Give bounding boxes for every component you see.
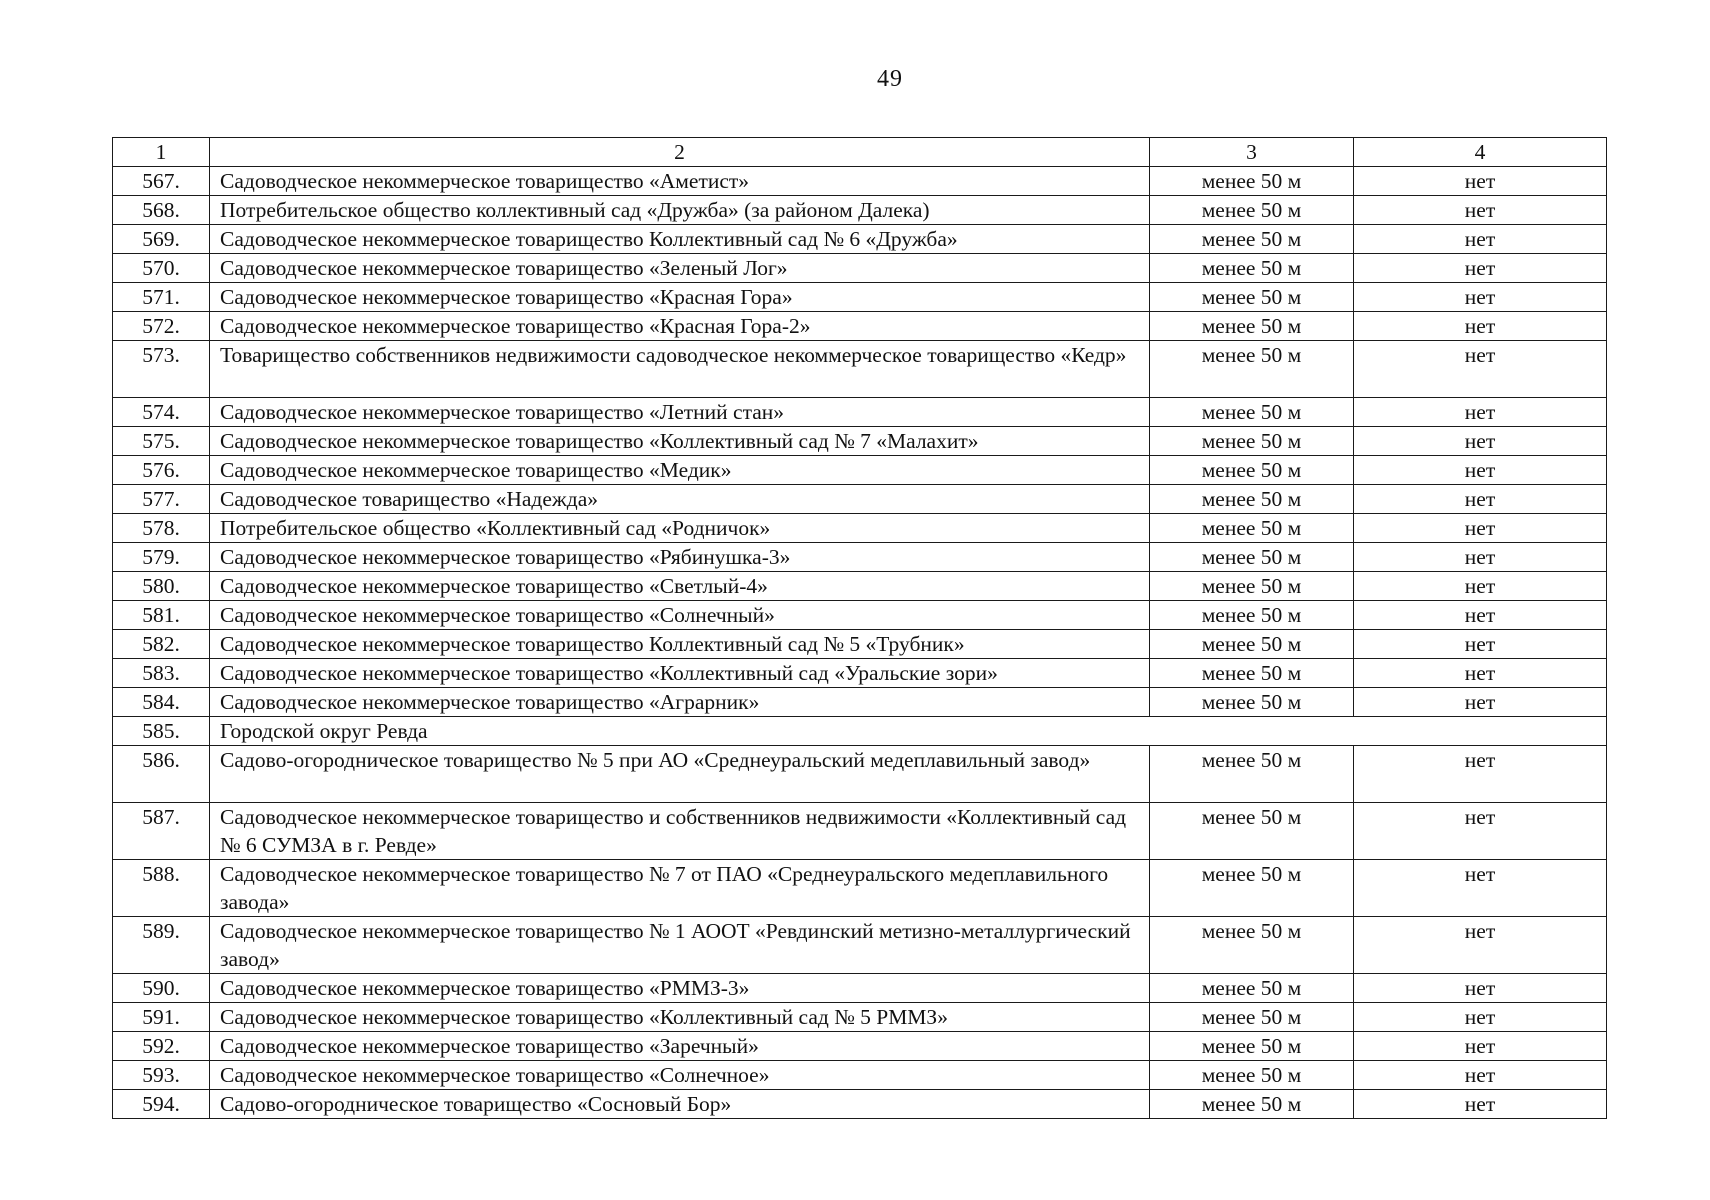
table-row: [113, 746, 1607, 803]
row-number: 585.: [113, 717, 210, 746]
organization-name: Садоводческое некоммерческое товарищество Коллективный сад № 5 «Трубник»: [210, 630, 1150, 659]
table-row: [113, 514, 1607, 543]
organizations-table: [112, 137, 1607, 1119]
row-number: 572.: [113, 312, 210, 341]
section-row: [113, 717, 1607, 746]
header-cell-2: 2: [210, 138, 1150, 167]
table-row: [113, 1032, 1607, 1061]
table-row: [113, 860, 1607, 917]
table-row: [113, 427, 1607, 456]
organization-name: Садоводческое некоммерческое товарищество «Красная Гора»: [210, 283, 1150, 312]
flag-cell: нет: [1354, 283, 1607, 312]
flag-cell: нет: [1354, 630, 1607, 659]
organization-name: Садоводческое некоммерческое товарищество Коллективный сад № 6 «Дружба»: [210, 225, 1150, 254]
organization-name: Садоводческое некоммерческое товарищество «Коллективный сад № 7 «Малахит»: [210, 427, 1150, 456]
row-number: 594.: [113, 1090, 210, 1119]
flag-cell: нет: [1354, 312, 1607, 341]
table-row: [113, 659, 1607, 688]
table-row: [113, 601, 1607, 630]
section-title: Городской округ Ревда: [210, 717, 1607, 746]
distance-cell: менее 50 м: [1150, 601, 1354, 630]
row-number: 570.: [113, 254, 210, 283]
table-row: [113, 196, 1607, 225]
table-row: [113, 803, 1607, 860]
organization-name: Товарищество собственников недвижимости садоводческое некоммерческое товарищество «Кедр»: [210, 341, 1150, 398]
row-number: 567.: [113, 167, 210, 196]
flag-cell: нет: [1354, 167, 1607, 196]
row-number: 575.: [113, 427, 210, 456]
row-number: 591.: [113, 1003, 210, 1032]
distance-cell: менее 50 м: [1150, 1032, 1354, 1061]
flag-cell: нет: [1354, 196, 1607, 225]
header-cell-3: 3: [1150, 138, 1354, 167]
distance-cell: менее 50 м: [1150, 746, 1354, 803]
flag-cell: нет: [1354, 1061, 1607, 1090]
distance-cell: менее 50 м: [1150, 341, 1354, 398]
row-number: 589.: [113, 917, 210, 974]
distance-cell: менее 50 м: [1150, 659, 1354, 688]
table-row: [113, 1003, 1607, 1032]
row-number: 592.: [113, 1032, 210, 1061]
distance-cell: менее 50 м: [1150, 1090, 1354, 1119]
table-row: [113, 1090, 1607, 1119]
distance-cell: менее 50 м: [1150, 630, 1354, 659]
row-number: 593.: [113, 1061, 210, 1090]
distance-cell: менее 50 м: [1150, 803, 1354, 860]
table-row: [113, 283, 1607, 312]
flag-cell: нет: [1354, 514, 1607, 543]
table-row: [113, 167, 1607, 196]
flag-cell: нет: [1354, 803, 1607, 860]
organization-name: Садоводческое некоммерческое товарищество «Зеленый Лог»: [210, 254, 1150, 283]
distance-cell: менее 50 м: [1150, 225, 1354, 254]
header-cell-1: 1: [113, 138, 210, 167]
distance-cell: менее 50 м: [1150, 456, 1354, 485]
distance-cell: менее 50 м: [1150, 514, 1354, 543]
table-row: [113, 456, 1607, 485]
organization-name: Садоводческое некоммерческое товарищество № 1 АООТ «Ревдинский метизно-металлургический завод»: [210, 917, 1150, 974]
row-number: 574.: [113, 398, 210, 427]
organization-name: Садоводческое некоммерческое товарищество «Летний стан»: [210, 398, 1150, 427]
distance-cell: менее 50 м: [1150, 1003, 1354, 1032]
flag-cell: нет: [1354, 572, 1607, 601]
flag-cell: нет: [1354, 341, 1607, 398]
distance-cell: менее 50 м: [1150, 167, 1354, 196]
organization-name: Садоводческое некоммерческое товарищество и собственников недвижимости «Коллективный сад № 6 СУМЗА в г. Ревде»: [210, 803, 1150, 860]
distance-cell: менее 50 м: [1150, 917, 1354, 974]
distance-cell: менее 50 м: [1150, 860, 1354, 917]
header-cell-4: 4: [1354, 138, 1607, 167]
organization-name: Садоводческое некоммерческое товарищество «Коллективный сад № 5 РММЗ»: [210, 1003, 1150, 1032]
organization-name: Садово-огородническое товарищество «Сосновый Бор»: [210, 1090, 1150, 1119]
table-row: [113, 485, 1607, 514]
table-row: [113, 630, 1607, 659]
distance-cell: менее 50 м: [1150, 283, 1354, 312]
row-number: 568.: [113, 196, 210, 225]
flag-cell: нет: [1354, 427, 1607, 456]
row-number: 584.: [113, 688, 210, 717]
table-row: [113, 341, 1607, 398]
distance-cell: менее 50 м: [1150, 196, 1354, 225]
row-number: 581.: [113, 601, 210, 630]
organization-name: Садоводческое некоммерческое товарищество «Солнечное»: [210, 1061, 1150, 1090]
organization-name: Садоводческое некоммерческое товарищество № 7 от ПАО «Среднеуральского медеплавильного завода»: [210, 860, 1150, 917]
distance-cell: менее 50 м: [1150, 427, 1354, 456]
distance-cell: менее 50 м: [1150, 688, 1354, 717]
table-row: [113, 572, 1607, 601]
distance-cell: менее 50 м: [1150, 974, 1354, 1003]
organization-name: Садоводческое некоммерческое товарищество «Красная Гора-2»: [210, 312, 1150, 341]
distance-cell: менее 50 м: [1150, 543, 1354, 572]
row-number: 580.: [113, 572, 210, 601]
table-body: [113, 138, 1607, 1119]
distance-cell: менее 50 м: [1150, 485, 1354, 514]
distance-cell: менее 50 м: [1150, 254, 1354, 283]
distance-cell: менее 50 м: [1150, 1061, 1354, 1090]
organization-name: Садоводческое некоммерческое товарищество «Солнечный»: [210, 601, 1150, 630]
table-row: [113, 254, 1607, 283]
row-number: 579.: [113, 543, 210, 572]
row-number: 569.: [113, 225, 210, 254]
row-number: 587.: [113, 803, 210, 860]
organization-name: Садоводческое некоммерческое товарищество «Светлый-4»: [210, 572, 1150, 601]
table-row: [113, 974, 1607, 1003]
organization-name: Садоводческое некоммерческое товарищество «Коллективный сад «Уральские зори»: [210, 659, 1150, 688]
organization-name: Потребительское общество «Коллективный сад «Родничок»: [210, 514, 1150, 543]
flag-cell: нет: [1354, 601, 1607, 630]
table-header-row: [113, 138, 1607, 167]
row-number: 582.: [113, 630, 210, 659]
flag-cell: нет: [1354, 1090, 1607, 1119]
table-row: [113, 312, 1607, 341]
flag-cell: нет: [1354, 860, 1607, 917]
table-row: [113, 398, 1607, 427]
row-number: 571.: [113, 283, 210, 312]
flag-cell: нет: [1354, 1032, 1607, 1061]
organization-name: Садоводческое некоммерческое товарищество «Аметист»: [210, 167, 1150, 196]
row-number: 586.: [113, 746, 210, 803]
row-number: 588.: [113, 860, 210, 917]
organization-name: Садоводческое некоммерческое товарищество «Аграрник»: [210, 688, 1150, 717]
organization-name: Садоводческое некоммерческое товарищество «Заречный»: [210, 1032, 1150, 1061]
flag-cell: нет: [1354, 543, 1607, 572]
flag-cell: нет: [1354, 917, 1607, 974]
flag-cell: нет: [1354, 254, 1607, 283]
flag-cell: нет: [1354, 485, 1607, 514]
row-number: 583.: [113, 659, 210, 688]
flag-cell: нет: [1354, 398, 1607, 427]
table-row: [113, 1061, 1607, 1090]
distance-cell: менее 50 м: [1150, 398, 1354, 427]
page-number: 49: [877, 66, 903, 92]
row-number: 573.: [113, 341, 210, 398]
row-number: 590.: [113, 974, 210, 1003]
table-row: [113, 543, 1607, 572]
organization-name: Садоводческое товарищество «Надежда»: [210, 485, 1150, 514]
distance-cell: менее 50 м: [1150, 312, 1354, 341]
row-number: 576.: [113, 456, 210, 485]
distance-cell: менее 50 м: [1150, 572, 1354, 601]
table-row: [113, 688, 1607, 717]
organization-name: Садоводческое некоммерческое товарищество «Медик»: [210, 456, 1150, 485]
flag-cell: нет: [1354, 746, 1607, 803]
table-row: [113, 917, 1607, 974]
row-number: 577.: [113, 485, 210, 514]
organization-name: Садово-огородническое товарищество № 5 при АО «Среднеуральский медеплавильный завод»: [210, 746, 1150, 803]
flag-cell: нет: [1354, 456, 1607, 485]
flag-cell: нет: [1354, 1003, 1607, 1032]
flag-cell: нет: [1354, 225, 1607, 254]
organization-name: Садоводческое некоммерческое товарищество «Рябинушка-3»: [210, 543, 1150, 572]
table-row: [113, 225, 1607, 254]
organization-name: Потребительское общество коллективный сад «Дружба» (за районом Далека): [210, 196, 1150, 225]
organization-name: Садоводческое некоммерческое товарищество «РММЗ-3»: [210, 974, 1150, 1003]
row-number: 578.: [113, 514, 210, 543]
flag-cell: нет: [1354, 688, 1607, 717]
flag-cell: нет: [1354, 659, 1607, 688]
flag-cell: нет: [1354, 974, 1607, 1003]
